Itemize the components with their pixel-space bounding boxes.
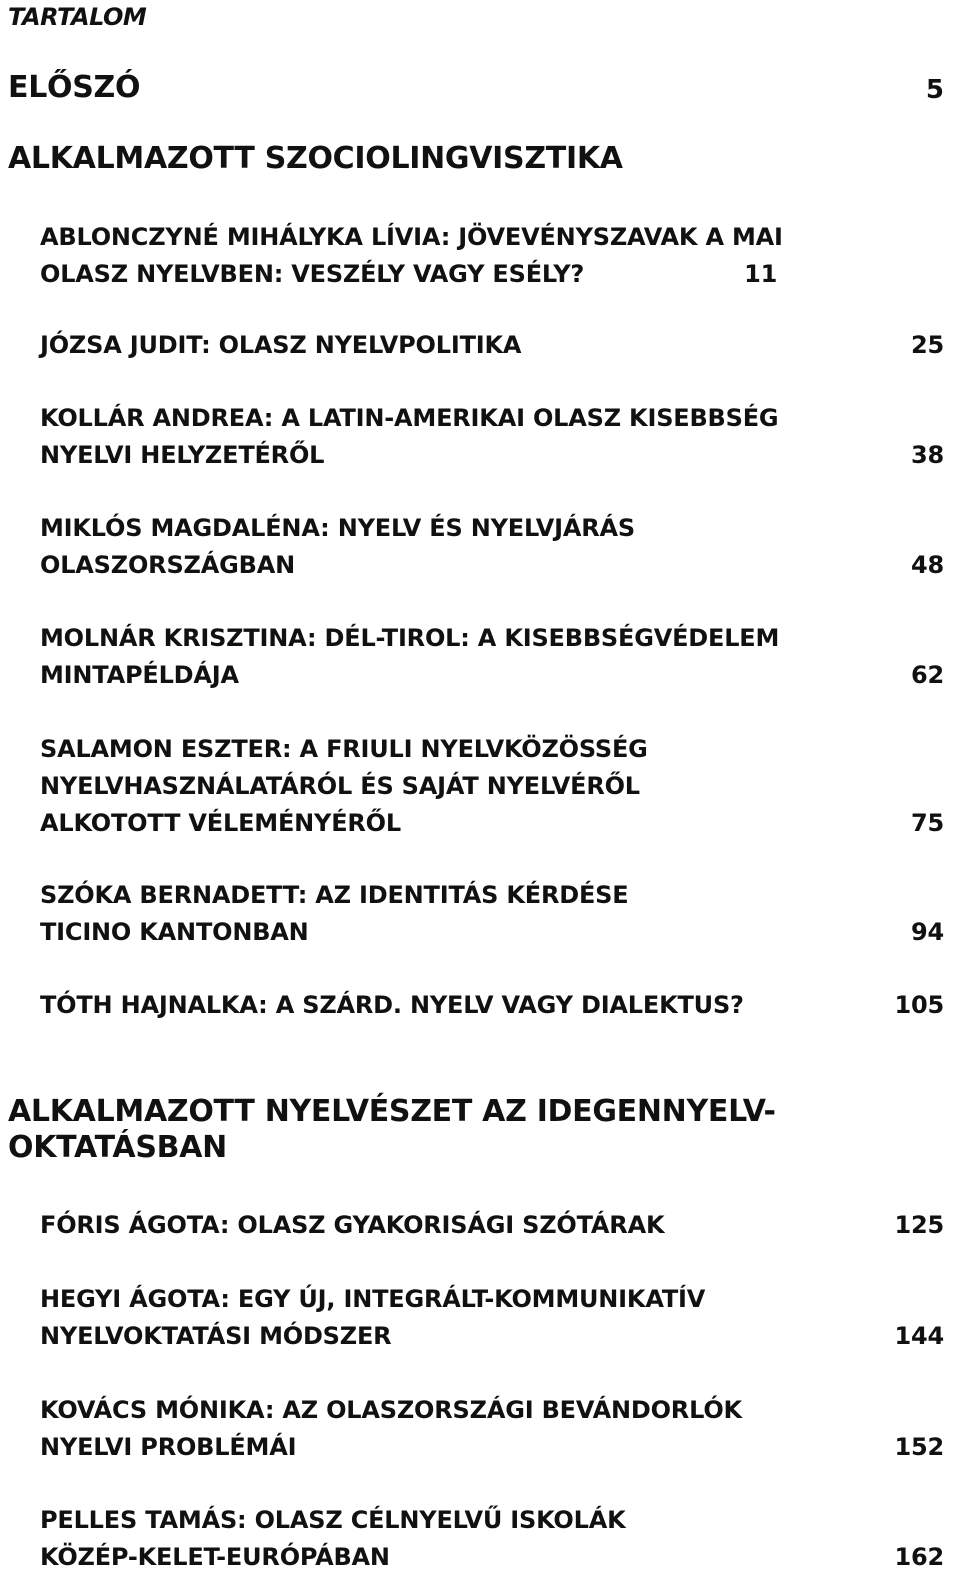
preface-page-number: 5 bbox=[925, 75, 944, 105]
entry-page-number: 144 bbox=[894, 1322, 944, 1350]
entry-line: NYELVI PROBLÉMÁI bbox=[40, 1433, 297, 1461]
entry-line: TICINO KANTONBAN bbox=[40, 918, 309, 946]
entry-page-number: 25 bbox=[911, 331, 944, 359]
toc-entry bbox=[40, 987, 944, 1024]
entry-page-number: 11 bbox=[744, 260, 778, 288]
entry-page-number: 162 bbox=[894, 1543, 944, 1571]
toc-entry bbox=[40, 219, 944, 293]
entry-page-number: 105 bbox=[894, 991, 944, 1019]
entry-line: SALAMON ESZTER: A FRIULI NYELVKÖZÖSSÉG bbox=[40, 735, 648, 763]
entry-line: MOLNÁR KRISZTINA: DÉL-TIROL: A KISEBBSÉGVÉDELEM bbox=[40, 624, 780, 652]
toc-header: TARTALOM bbox=[8, 3, 147, 31]
entry-line: KOVÁCS MÓNIKA: AZ OLASZORSZÁGI BEVÁNDORLÓK bbox=[40, 1396, 742, 1424]
entry-line: FÓRIS ÁGOTA: OLASZ GYAKORISÁGI SZÓTÁRAK bbox=[40, 1211, 665, 1239]
entry-line: JÓZSA JUDIT: OLASZ NYELVPOLITIKA bbox=[40, 331, 522, 359]
entry-line: MINTAPÉLDÁJA bbox=[40, 661, 239, 689]
toc-entry bbox=[40, 400, 944, 474]
section-title: ALKALMAZOTT SZOCIOLINGVISZTIKA bbox=[8, 141, 623, 176]
toc-entry bbox=[40, 510, 944, 584]
toc-entry bbox=[40, 731, 944, 842]
entry-line: PELLES TAMÁS: OLASZ CÉLNYELVŰ ISKOLÁK bbox=[40, 1506, 626, 1534]
entry-line: MIKLÓS MAGDALÉNA: NYELV ÉS NYELVJÁRÁS bbox=[40, 514, 635, 542]
entry-page-number: 38 bbox=[911, 441, 944, 469]
entry-page-number: 62 bbox=[911, 661, 944, 689]
entry-line: NYELVOKTATÁSI MÓDSZER bbox=[40, 1322, 392, 1350]
entry-page-number: 75 bbox=[911, 809, 944, 837]
toc-entry bbox=[40, 620, 944, 694]
entry-line: KÖZÉP-KELET-EURÓPÁBAN bbox=[40, 1543, 390, 1571]
entry-line: OLASZORSZÁGBAN bbox=[40, 551, 295, 579]
entry-line: OLASZ NYELVBEN: VESZÉLY VAGY ESÉLY? bbox=[40, 260, 585, 288]
section-title bbox=[8, 1094, 888, 1166]
entry-page-number: 125 bbox=[894, 1211, 944, 1239]
toc-entry bbox=[40, 1281, 944, 1355]
entry-line: SZÓKA BERNADETT: AZ IDENTITÁS KÉRDÉSE bbox=[40, 881, 629, 909]
entry-page-number: 152 bbox=[894, 1433, 944, 1461]
entry-line: KOLLÁR ANDREA: A LATIN-AMERIKAI OLASZ KISEBBSÉG bbox=[40, 404, 779, 432]
entry-line: NYELVI HELYZETÉRŐL bbox=[40, 441, 325, 469]
preface-title: ELŐSZÓ bbox=[8, 70, 141, 105]
toc-entry bbox=[40, 877, 944, 951]
entry-page-number: 94 bbox=[911, 918, 944, 946]
entry-line: HEGYI ÁGOTA: EGY ÚJ, INTEGRÁLT-KOMMUNIKATÍV bbox=[40, 1285, 706, 1313]
toc-entry bbox=[40, 1392, 944, 1466]
toc-entry bbox=[40, 1207, 944, 1244]
section-title-line: ALKALMAZOTT NYELVÉSZET AZ IDEGENNYELV- bbox=[8, 1094, 776, 1129]
toc-entry bbox=[40, 1502, 944, 1576]
entry-line: ABLONCZYNÉ MIHÁLYKA LÍVIA: JÖVEVÉNYSZAVAK A MAI bbox=[40, 223, 783, 251]
entry-page-number: 48 bbox=[911, 551, 944, 579]
entry-line: ALKOTOTT VÉLEMÉNYÉRŐL bbox=[40, 809, 401, 837]
section-title-line: OKTATÁSBAN bbox=[8, 1130, 227, 1165]
entry-line: NYELVHASZNÁLATÁRÓL ÉS SAJÁT NYELVÉRŐL bbox=[40, 772, 640, 800]
toc-entry bbox=[40, 327, 944, 364]
entry-line: TÓTH HAJNALKA: A SZÁRD. NYELV VAGY DIALEKTUS? bbox=[40, 991, 744, 1019]
